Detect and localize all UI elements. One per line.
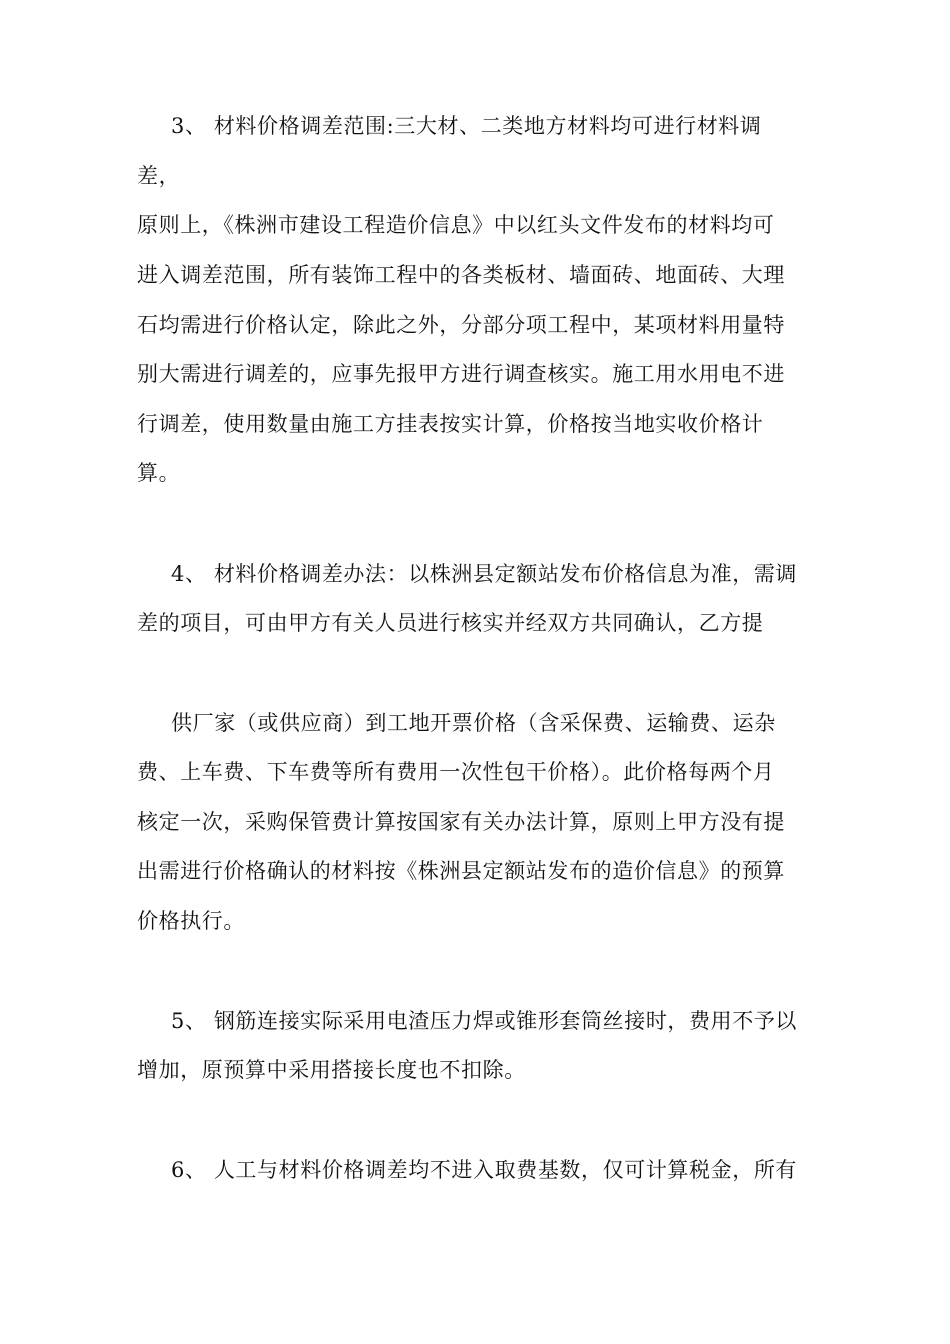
text-line: 增加，原预算中采用搭接长度也不扣除。 — [137, 1058, 526, 1082]
text-line: 进入调差范围，所有装饰工程中的各类板材、墙面砖、地面砖、大理 — [137, 263, 785, 287]
text-line: 石均需进行价格认定，除此之外，分部分项工程中，某项材料用量特 — [137, 313, 785, 337]
text-line: 3、 材料价格调差范围:三大材、二类地方材料均可进行材料调 — [171, 114, 762, 138]
text-line: 费、上车费、下车费等所有费用一次性包干价格）。此价格每两个月 — [137, 760, 775, 784]
text-line: 4、 材料价格调差办法：以株洲县定额站发布价格信息为准，需调 — [171, 562, 798, 586]
text-line: 5、 钢筋连接实际采用电渣压力焊或锥形套筒丝接时，费用不予以 — [171, 1009, 798, 1033]
text-line: 6、 人工与材料价格调差均不进入取费基数，仅可计算税金，所有 — [171, 1158, 798, 1182]
text-line: 行调差，使用数量由施工方挂表按实计算，价格按当地实收价格计 — [137, 412, 764, 436]
text-line: 差， — [137, 164, 181, 188]
text-line: 价格执行。 — [137, 909, 245, 933]
text-line: 核定一次，采购保管费计算按国家有关办法计算，原则上甲方没有提 — [137, 810, 785, 834]
text-line: 差的项目，可由甲方有关人员进行核实并经双方共同确认，乙方提 — [137, 611, 764, 635]
text-line: 原则上，《株洲市建设工程造价信息》中以红头文件发布的材料均可 — [137, 213, 775, 237]
text-line: 算。 — [137, 461, 181, 485]
text-line: 出需进行价格确认的材料按《株洲县定额站发布的造价信息》的预算 — [137, 859, 785, 883]
text-line: 别大需进行调差的，应事先报甲方进行调查核实。施工用水用电不进 — [137, 362, 785, 386]
text-line: 供厂家（或供应商）到工地开票价格（含采保费、运输费、运杂 — [171, 711, 776, 735]
